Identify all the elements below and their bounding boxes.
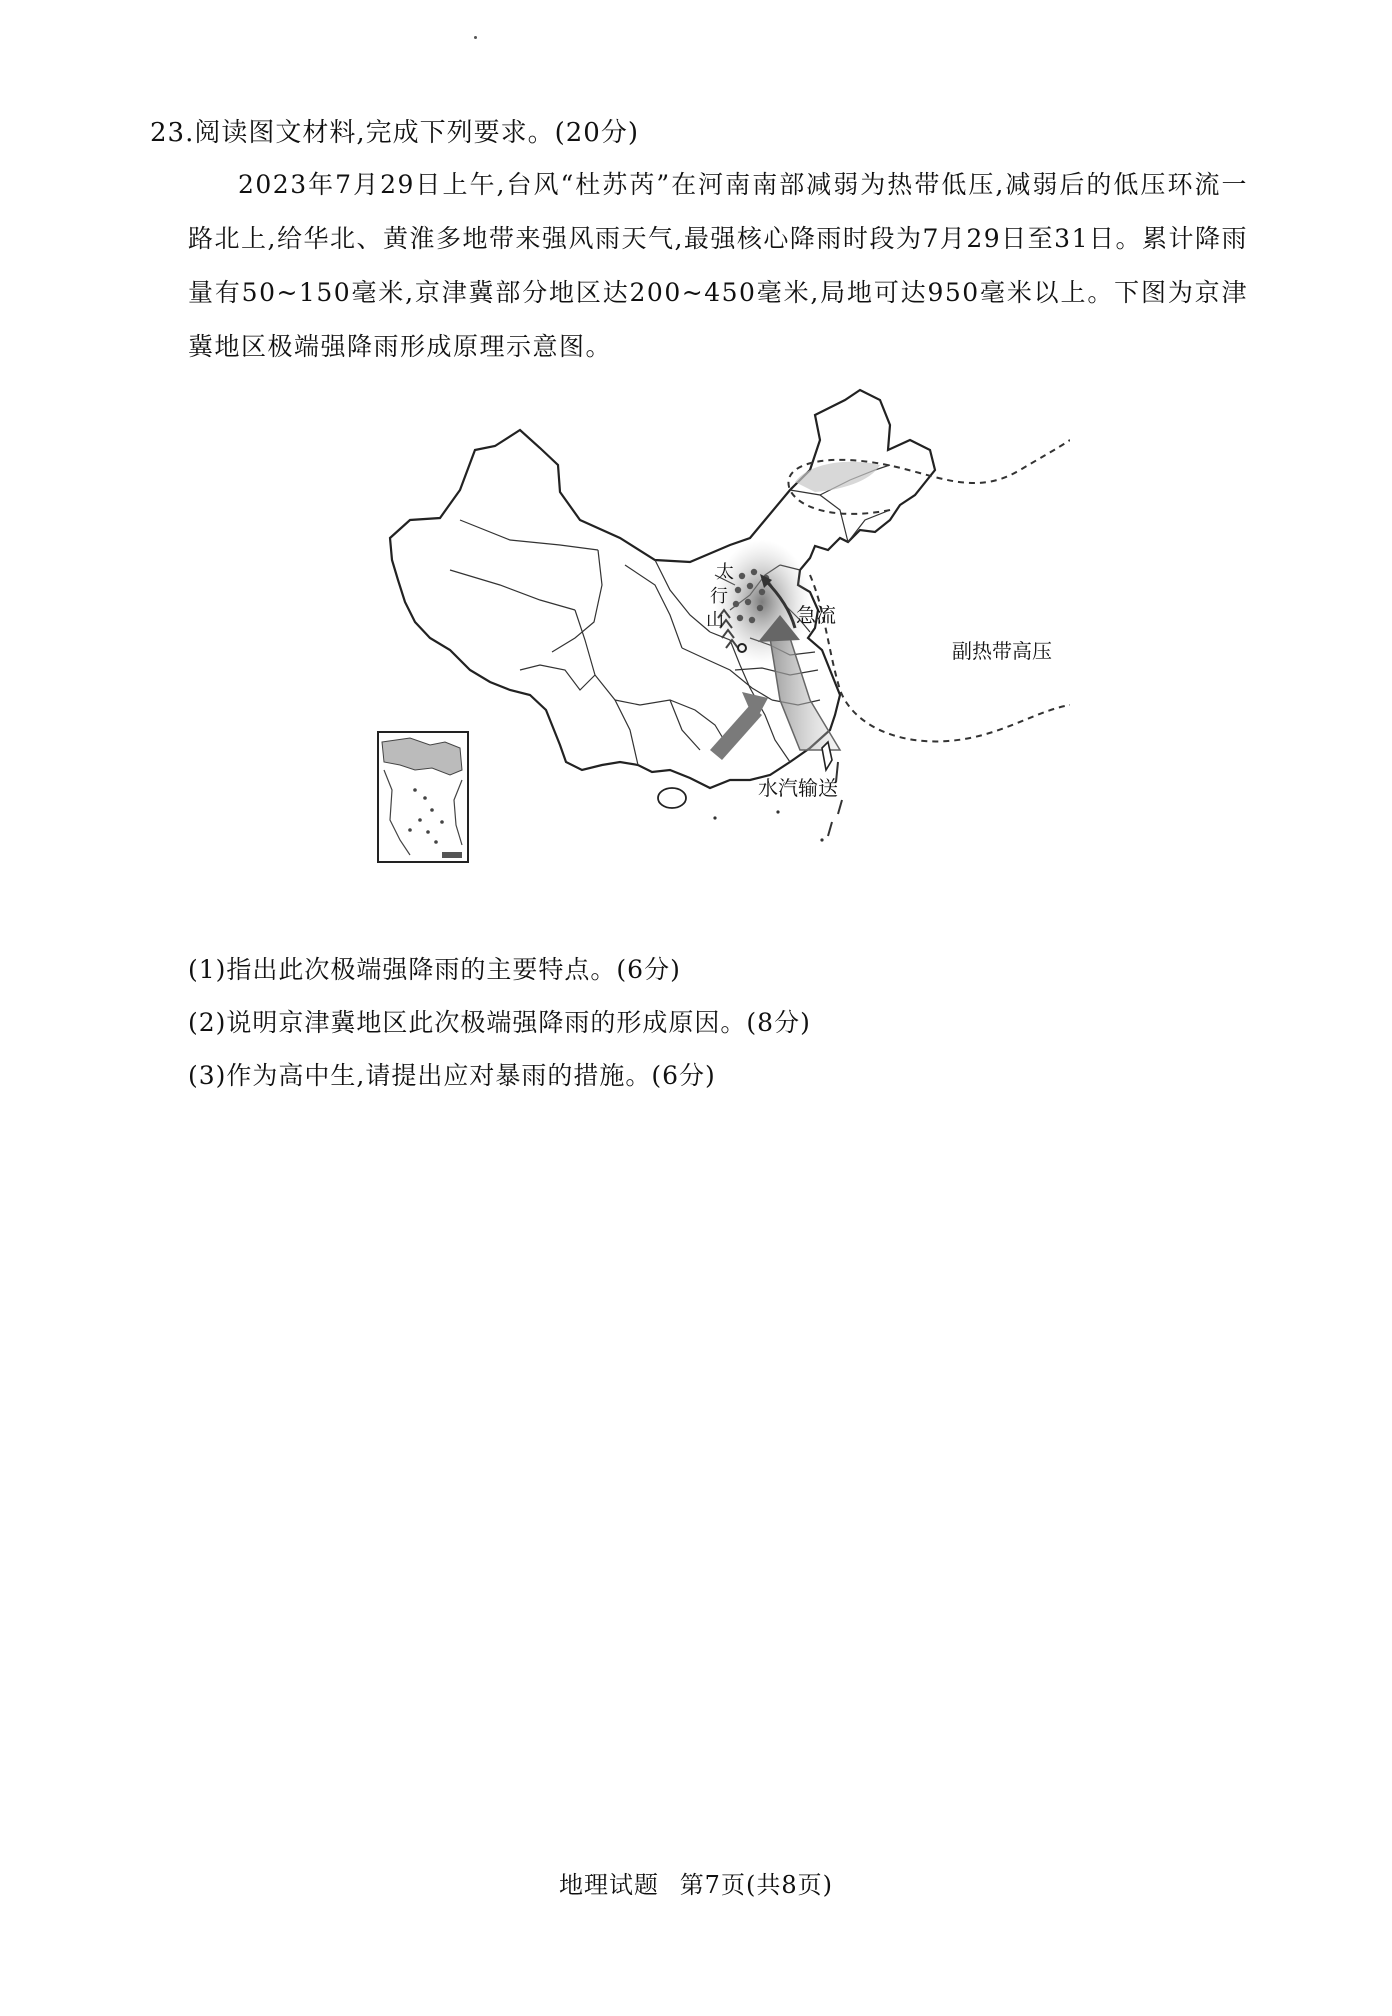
subquestion-2: (2)说明京津冀地区此次极端强降雨的形成原因。(8分) [188,1008,811,1037]
question-paragraph: 2023年7月29日上午,台风“杜苏芮”在河南南部减弱为热带低压,减弱后的低压环流一路北上,给华北、黄淮多地带来强风雨天气,最强核心降雨时段为7月29日至31日。累计降雨量有50~150毫米,京津冀部分地区达200~450毫米,局地可达950毫米以上。下图为京津冀地区极端强降雨形成原理示意图。 [188,170,1248,361]
subquestion-1: (1)指出此次极端强降雨的主要特点。(6分) [188,955,681,984]
label-taihang-2: 行 [710,586,728,606]
footer-page-number: 第7页(共8页) [679,1871,833,1899]
label-water-vapor: 水汽输送 [758,778,838,800]
subquestion-3: (3)作为高中生,请提出应对暴雨的措施。(6分) [188,1061,716,1090]
hainan-island [658,788,686,808]
rainfall-mechanism-map [370,370,1070,920]
footer-subject: 地理试题 [559,1871,660,1899]
south-islands [713,810,823,841]
label-subtropical-high: 副热带高压 [952,641,1052,663]
label-jet-stream: 急流 [796,605,836,627]
south-china-sea-inset [378,732,468,862]
question-title: 23.阅读图文材料,完成下列要求。(20分) [150,118,639,148]
china-outline [390,390,935,788]
label-taihang-1: 太 [716,562,734,582]
label-taihang-3: 山 [706,610,724,630]
page-footer [0,1865,1392,1900]
scan-speck [474,36,477,39]
